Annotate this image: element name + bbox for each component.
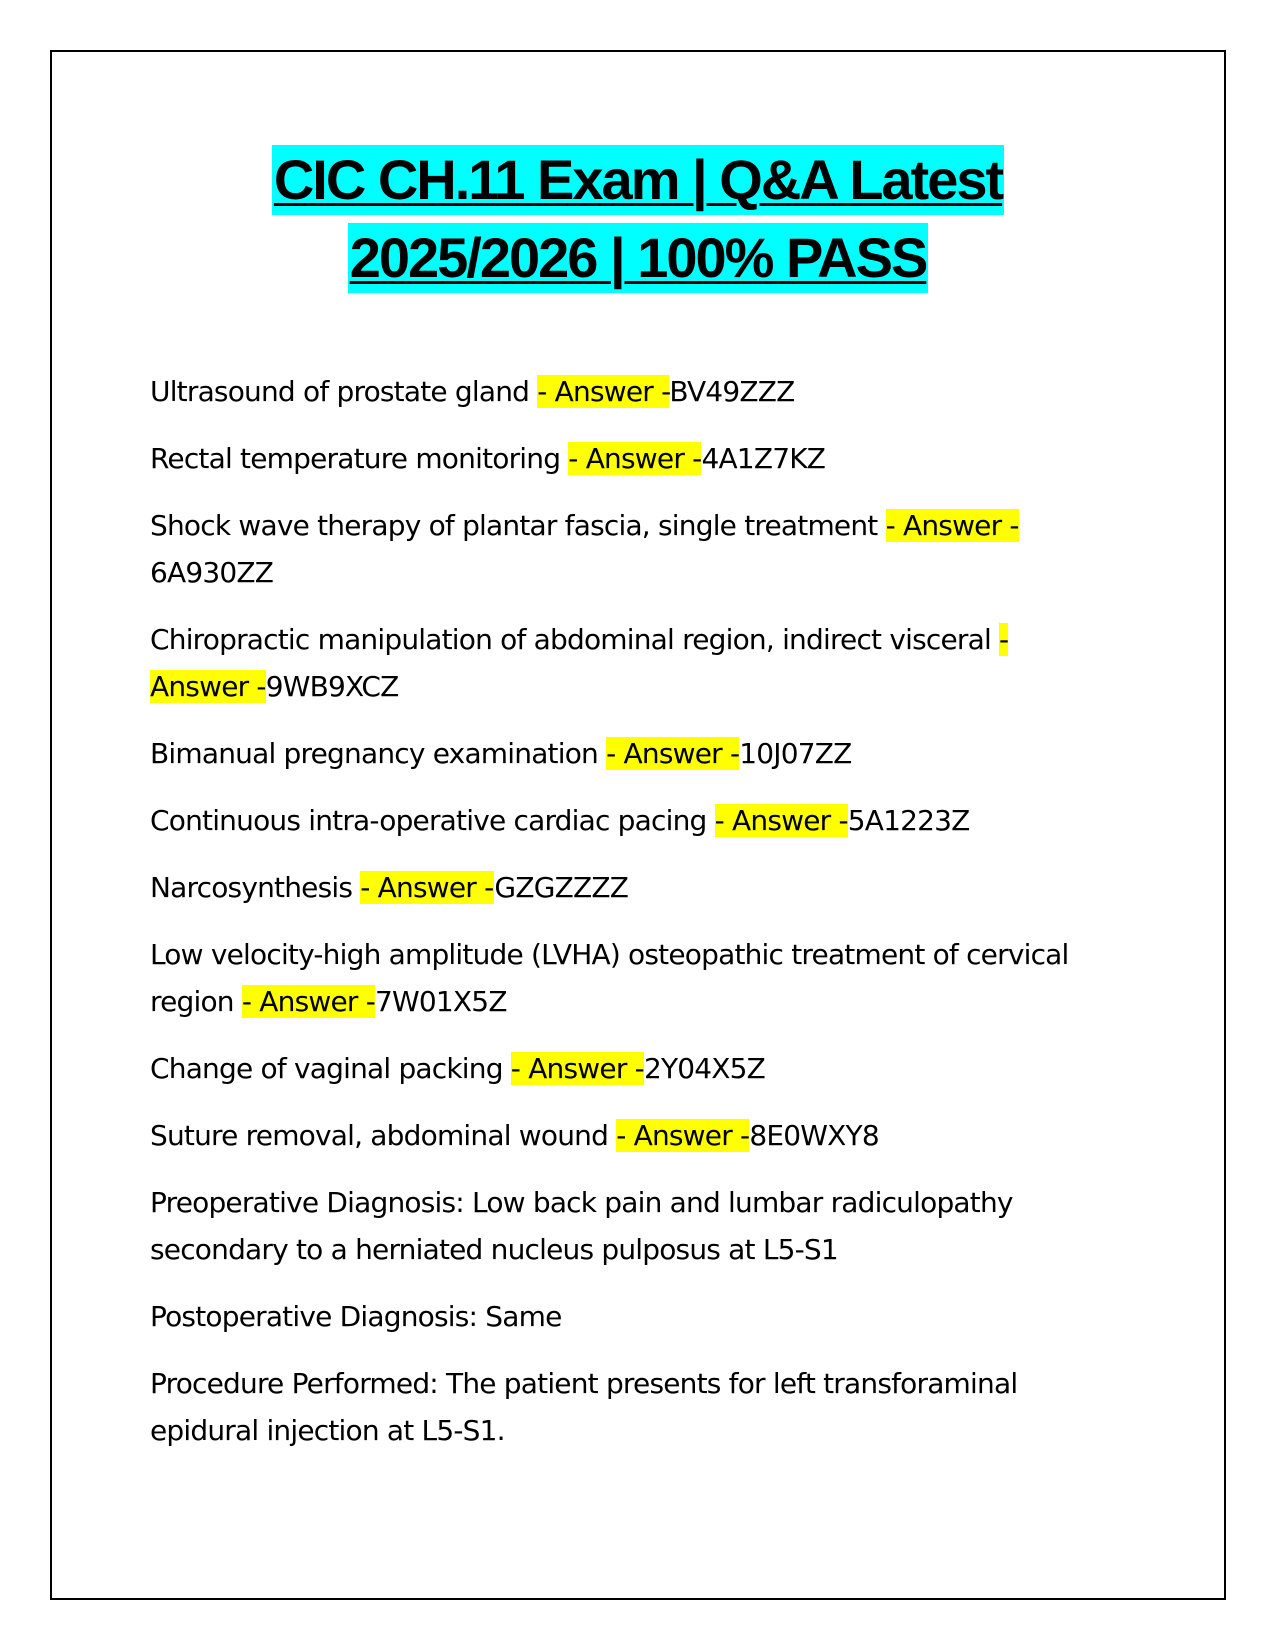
qa-item [150, 435, 1110, 482]
qa-item [150, 616, 1110, 710]
question-text: Narcosynthesis [150, 871, 361, 904]
title-line-2: 2025/2026 | 100% PASS [348, 223, 929, 293]
answer-marker: - Answer - [885, 509, 1019, 542]
answer-code: GZGZZZZ [494, 871, 629, 904]
question-text: Suture removal, abdominal wound [150, 1119, 617, 1152]
answer-marker: - Answer - [568, 442, 702, 475]
question-text: Change of vaginal packing [150, 1052, 511, 1085]
answer-marker: - Answer - [537, 375, 670, 408]
qa-item [150, 730, 1110, 777]
qa-item [150, 797, 1110, 844]
question-text: Shock wave therapy of plantar fascia, single treatment [150, 509, 886, 542]
answer-code: 2Y04X5Z [643, 1052, 766, 1085]
procedure-performed: Procedure Performed: The patient presents for left transforaminal epidural injection at L5-S1. [150, 1367, 1018, 1447]
question-text: Rectal temperature monitoring [150, 442, 569, 475]
question-text: Continuous intra-operative cardiac pacing [150, 804, 715, 837]
qa-item [150, 502, 1110, 596]
answer-code: 10J07ZZ [739, 737, 852, 770]
qa-item [150, 1112, 1110, 1159]
answer-marker: - Answer - [714, 804, 848, 837]
postoperative-diagnosis: Postoperative Diagnosis: Same [150, 1300, 562, 1333]
answer-marker: - Answer - [616, 1119, 750, 1152]
answer-code: BV49ZZZ [669, 375, 795, 408]
question-text: Bimanual pregnancy examination [150, 737, 607, 770]
qa-item [150, 864, 1110, 911]
answer-marker: - Answer - [510, 1052, 644, 1085]
answer-marker: - Answer - [360, 871, 495, 904]
answer-code: 6A930ZZ [150, 556, 274, 589]
answer-code: 9WB9XCZ [265, 670, 399, 703]
answer-code: 7W01X5Z [375, 985, 507, 1018]
answer-code: 5A1223Z [847, 804, 970, 837]
answer-code: 4A1Z7KZ [701, 442, 826, 475]
question-text: Ultrasound of prostate gland [150, 375, 538, 408]
qa-item [150, 931, 1110, 1025]
question-text: Low velocity-high amplitude (LVHA) osteopathic treatment of cervical region [150, 938, 1069, 1018]
qa-item [150, 368, 1110, 415]
answer-marker: - Answer - [606, 737, 740, 770]
qa-list [150, 368, 1110, 1474]
title-line-1: CIC CH.11 Exam | Q&A Latest [272, 145, 1004, 215]
document-title [50, 145, 1226, 301]
question-text: Chiropractic manipulation of abdominal region, indirect visceral [150, 623, 1000, 656]
qa-item [150, 1045, 1110, 1092]
answer-code: 8E0WXY8 [749, 1119, 879, 1152]
answer-marker: - Answer - [241, 985, 375, 1018]
answer-marker: - Answer - [150, 623, 1009, 703]
preoperative-diagnosis: Preoperative Diagnosis: Low back pain and lumbar radiculopathy secondary to a herniated nucleus pulposus at L5-S1 [150, 1186, 1013, 1266]
